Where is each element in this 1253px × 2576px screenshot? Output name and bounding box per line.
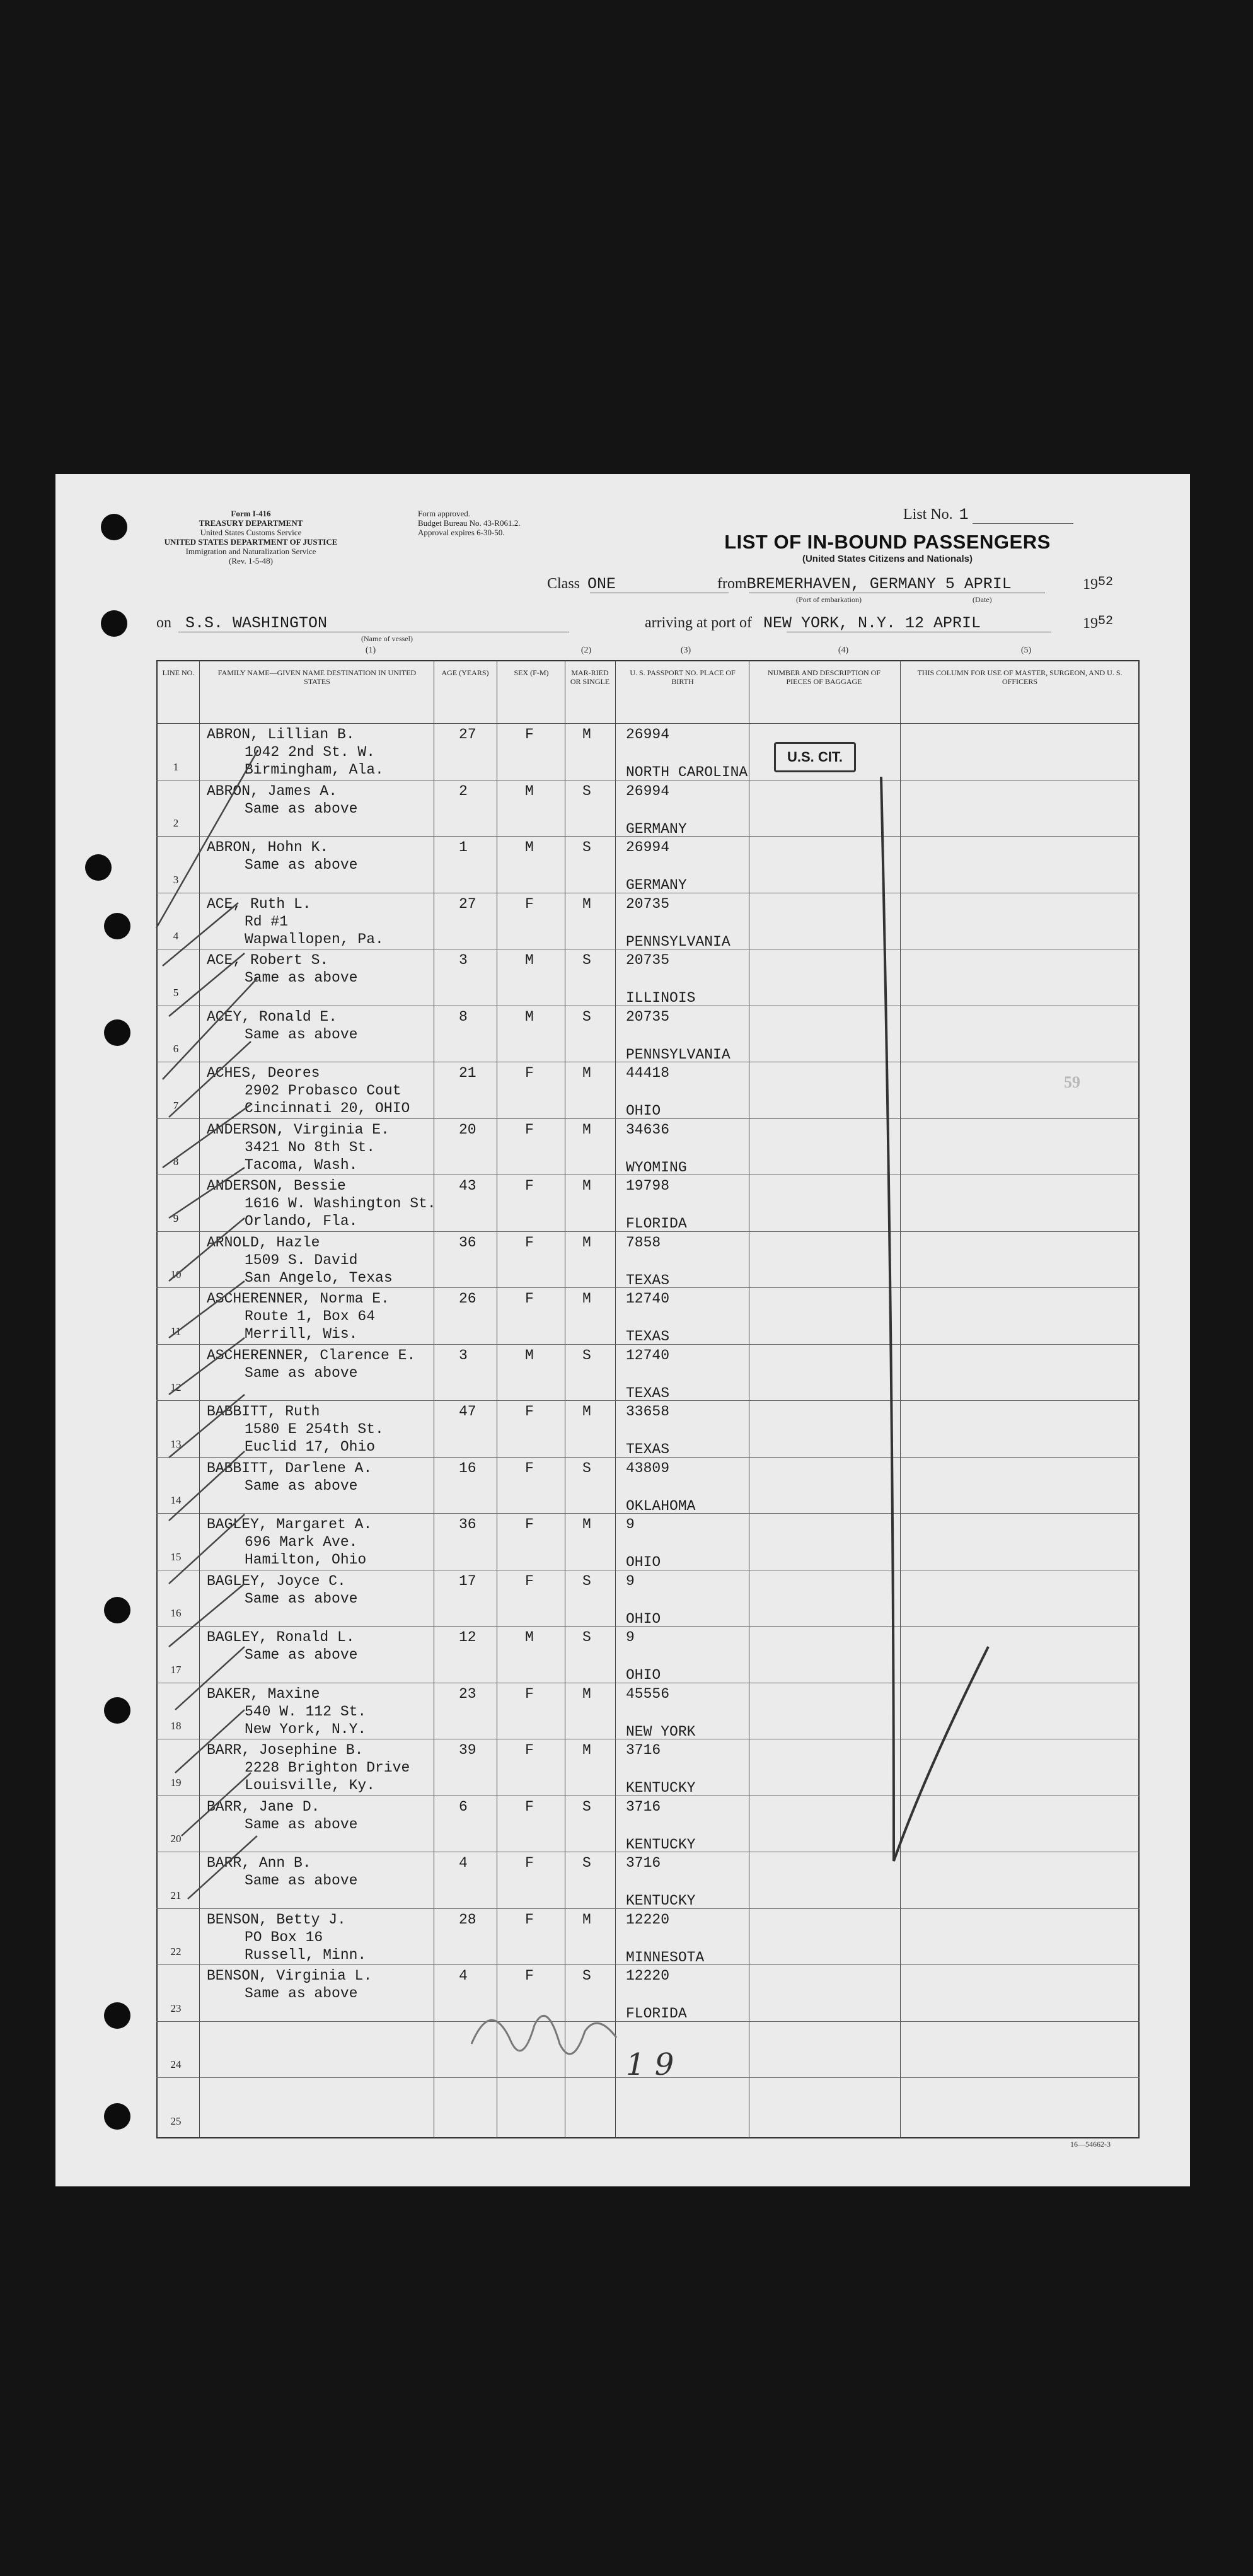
line-number: 20 (170, 1833, 182, 1845)
passenger-sex: F (525, 1459, 534, 1477)
agency-block (137, 509, 364, 566)
passenger-address: San Angelo, Texas (245, 1269, 393, 1286)
line-number: 2 (173, 817, 179, 829)
passenger-name: ACE, Robert S. (207, 952, 329, 968)
passenger-marital-status: S (582, 839, 591, 856)
passenger-address: Route 1, Box 64 (245, 1308, 376, 1325)
passport-number: 33658 (626, 1403, 670, 1420)
line-number: 22 (170, 1946, 182, 1958)
passenger-marital-status: M (582, 1065, 591, 1081)
passport-number: 3716 (626, 1855, 661, 1871)
passenger-age: 26 (459, 1291, 476, 1307)
passenger-sex: F (525, 1178, 534, 1194)
from-year-value: 52 (1098, 575, 1114, 589)
passenger-sex: F (525, 1968, 534, 1984)
line-number: 7 (173, 1099, 179, 1111)
passenger-name: BAGLEY, Joyce C. (207, 1572, 346, 1589)
vessel-name: S.S. WASHINGTON (185, 614, 328, 632)
passenger-name: BENSON, Virginia L. (207, 1968, 372, 1984)
passenger-sex: M (525, 839, 534, 856)
date-caption: (Date) (973, 595, 992, 604)
line-number: 23 (170, 2002, 182, 2014)
passenger-sex: F (525, 1685, 534, 1702)
passenger-age: 6 (459, 1798, 468, 1815)
punch-hole (101, 514, 127, 540)
passenger-address: 1580 E 254th St. (245, 1421, 384, 1437)
place-of-birth: TEXAS (626, 1272, 670, 1289)
passenger-address: 696 Mark Ave. (245, 1534, 358, 1550)
revision: (Rev. 1-5-48) (229, 556, 273, 566)
passenger-address: 1042 2nd St. W. (245, 744, 376, 760)
passenger-name: BABBITT, Darlene A. (207, 1459, 372, 1477)
approval-line: Approval expires 6-30-50. (418, 528, 505, 537)
place-of-birth: OHIO (626, 1103, 661, 1119)
passenger-name: ANDERSON, Bessie (207, 1178, 346, 1194)
passenger-sex: M (525, 952, 534, 968)
place-of-birth: NORTH CAROLINA (626, 764, 748, 780)
passenger-address: Tacoma, Wash. (245, 1156, 358, 1173)
passenger-age: 4 (459, 1968, 468, 1984)
port-caption: (Port of embarkation) (796, 595, 862, 604)
line-number: 11 (170, 1325, 182, 1337)
approval-line: Form approved. (418, 509, 471, 518)
place-of-birth: TEXAS (626, 1328, 670, 1345)
passenger-age: 47 (459, 1403, 476, 1420)
passenger-marital-status: M (582, 1291, 591, 1307)
line-number: 12 (170, 1381, 182, 1393)
place-of-birth: WYOMING (626, 1159, 687, 1176)
passenger-name: BARR, Josephine B. (207, 1742, 364, 1758)
form-number: Form I-416 (231, 509, 271, 518)
passenger-marital-status: M (582, 1742, 591, 1758)
passenger-age: 23 (459, 1685, 476, 1702)
passenger-name: BENSON, Betty J. (207, 1911, 346, 1928)
line-number: 16 (170, 1607, 182, 1619)
passport-number: 12220 (626, 1911, 670, 1928)
from-year (1083, 575, 1113, 593)
passenger-marital-status: M (582, 1685, 591, 1702)
passenger-address: Same as above (245, 800, 358, 817)
passenger-age: 17 (459, 1572, 476, 1589)
justice-dept: UNITED STATES DEPARTMENT OF JUSTICE (164, 537, 338, 547)
passenger-age: 21 (459, 1065, 476, 1081)
punch-hole (104, 2002, 130, 2029)
line-number: 19 (170, 1776, 182, 1789)
passport-number: 3716 (626, 1742, 661, 1758)
passenger-name: ABRON, James A. (207, 782, 338, 799)
passenger-age: 3 (459, 952, 468, 968)
from-value: BREMERHAVEN, GERMANY 5 APRIL (746, 575, 1012, 593)
place-of-birth: OHIO (626, 1610, 661, 1627)
from-label: from (717, 576, 747, 592)
passenger-age: 1 (459, 839, 468, 856)
passenger-sex: F (525, 1911, 534, 1928)
passenger-age: 2 (459, 782, 468, 799)
passenger-marital-status: S (582, 1629, 591, 1645)
punch-hole (85, 854, 112, 881)
passport-number: 7858 (626, 1234, 661, 1251)
passenger-age: 3 (459, 1347, 468, 1364)
passport-number: 26994 (626, 726, 670, 743)
col-header-line-no: LINE NO. (162, 668, 195, 677)
passenger-marital-status: M (582, 1516, 591, 1533)
place-of-birth: KENTUCKY (626, 1780, 696, 1796)
line-number: 10 (170, 1268, 182, 1280)
us-citizen-stamp: U.S. CIT. (774, 742, 856, 772)
passport-number: 45556 (626, 1685, 670, 1702)
passport-number: 12740 (626, 1347, 670, 1364)
passenger-sex: F (525, 1516, 534, 1533)
passenger-marital-status: S (582, 952, 591, 968)
line-number: 21 (170, 1889, 182, 1901)
passport-number: 12220 (626, 1968, 670, 1984)
approval-line: Budget Bureau No. 43-R061.2. (418, 518, 521, 528)
passenger-age: 36 (459, 1516, 476, 1533)
line-number: 24 (170, 2058, 182, 2070)
handwritten-checkmark (799, 764, 1001, 2025)
customs-service: United States Customs Service (200, 528, 302, 537)
line-number: 8 (173, 1156, 179, 1168)
passenger-sex: M (525, 1008, 534, 1025)
passenger-address: Euclid 17, Ohio (245, 1439, 376, 1455)
year-prefix: 19 (1083, 576, 1098, 593)
passenger-marital-status: M (582, 726, 591, 743)
column-number: (2) (580, 646, 592, 655)
line-number: 18 (170, 1720, 182, 1732)
passenger-address: Same as above (245, 1872, 358, 1889)
place-of-birth: TEXAS (626, 1441, 670, 1458)
passenger-marital-status: S (582, 1347, 591, 1364)
passenger-address: Same as above (245, 857, 358, 873)
place-of-birth: OHIO (626, 1667, 661, 1683)
line-number: 1 (173, 760, 179, 773)
passenger-address: Wapwallopen, Pa. (245, 931, 384, 948)
passenger-address: Same as above (245, 1590, 358, 1607)
passenger-address: Same as above (245, 970, 358, 986)
passenger-marital-status: S (582, 1459, 591, 1477)
passenger-sex: F (525, 1234, 534, 1251)
column-number: (1) (365, 646, 376, 655)
line-number: 13 (170, 1437, 182, 1450)
passenger-age: 28 (459, 1911, 476, 1928)
passenger-address: 2228 Brighton Drive (245, 1760, 410, 1776)
passenger-marital-status: S (582, 1855, 591, 1871)
passenger-marital-status: S (582, 1798, 591, 1815)
passenger-address: Louisville, Ky. (245, 1777, 376, 1794)
place-of-birth: OKLAHOMA (626, 1497, 696, 1514)
passenger-sex: F (525, 1742, 534, 1758)
passport-number: 20735 (626, 1008, 670, 1025)
passenger-address: Hamilton, Ohio (245, 1552, 367, 1568)
passenger-marital-status: S (582, 1968, 591, 1984)
line-number: 17 (170, 1663, 182, 1676)
passenger-sex: F (525, 1065, 534, 1081)
line-number: 4 (173, 930, 179, 942)
passenger-address: Russell, Minn. (245, 1946, 367, 1963)
approval-block (418, 509, 563, 537)
passenger-address: 540 W. 112 St. (245, 1703, 367, 1720)
place-of-birth: MINNESOTA (626, 1949, 705, 1966)
place-of-birth: ILLINOIS (626, 990, 696, 1006)
passenger-address: Rd #1 (245, 913, 289, 930)
passenger-address: New York, N.Y. (245, 1720, 367, 1738)
passenger-marital-status: M (582, 1121, 591, 1138)
passport-number: 20735 (626, 895, 670, 912)
column-number: (5) (1020, 646, 1032, 655)
passenger-age: 16 (459, 1459, 476, 1477)
passport-number: 9 (626, 1629, 635, 1645)
passenger-address: Birmingham, Ala. (245, 762, 384, 778)
passenger-address: Same as above (245, 1985, 358, 2002)
passenger-address: 1616 W. Washington St. (245, 1195, 436, 1212)
passenger-sex: F (525, 1291, 534, 1307)
line-number: 25 (170, 2115, 182, 2127)
form-code: 16—54662-3 (1070, 2140, 1111, 2149)
passport-number: 43809 (626, 1459, 670, 1477)
passport-number: 12740 (626, 1291, 670, 1307)
passport-number: 44418 (626, 1065, 670, 1081)
handwritten-tick-marks (150, 714, 276, 1975)
year-prefix: 19 (1083, 615, 1098, 632)
arriving-label: arriving at port of (645, 615, 752, 631)
line-number: 6 (173, 1043, 179, 1055)
passenger-marital-status: M (582, 1911, 591, 1928)
passenger-address: Same as above (245, 1364, 358, 1381)
passenger-sex: F (525, 1855, 534, 1871)
passenger-name: BARR, Ann B. (207, 1855, 311, 1871)
list-no-value: 1 (959, 506, 969, 524)
col-header-baggage: NUMBER AND DESCRIPTION OF PIECES OF BAGGAGE (767, 668, 881, 686)
passenger-address: 1509 S. David (245, 1251, 358, 1268)
passenger-age: 27 (459, 895, 476, 912)
place-of-birth: GERMANY (626, 877, 687, 893)
passenger-age: 27 (459, 726, 476, 743)
on-label: on (156, 615, 171, 631)
passenger-sex: F (525, 1798, 534, 1815)
line-number: 9 (173, 1212, 179, 1224)
passenger-name: ABRON, Hohn K. (207, 839, 329, 856)
passenger-address: Same as above (245, 1816, 358, 1833)
arrival-line (645, 614, 981, 632)
handwritten-signature (465, 1987, 629, 2082)
passenger-name: ASCHERENNER, Clarence E. (207, 1347, 416, 1364)
passenger-name: ACE, Ruth L. (207, 895, 311, 912)
punch-hole (104, 1697, 130, 1724)
passenger-address: Merrill, Wis. (245, 1326, 358, 1342)
passenger-sex: F (525, 895, 534, 912)
passenger-sex: F (525, 1403, 534, 1420)
class-label: Class (547, 576, 580, 592)
col-header-married: MAR-RIED OR SINGLE (570, 668, 610, 686)
col-header-sex: SEX (F-M) (514, 668, 549, 677)
from-line (717, 575, 1012, 593)
treasury-dept: TREASURY DEPARTMENT (199, 518, 303, 528)
place-of-birth: FLORIDA (626, 2005, 687, 2022)
class-line (547, 575, 616, 593)
passport-number: 20735 (626, 952, 670, 968)
passenger-address: Same as above (245, 1026, 358, 1043)
col-header-name: FAMILY NAME—GIVEN NAME DESTINATION IN UNITED STATES (217, 668, 417, 686)
line-number: 14 (170, 1494, 182, 1506)
passenger-sex: F (525, 1572, 534, 1589)
passenger-address: Orlando, Fla. (245, 1213, 358, 1229)
col-header-officers: THIS COLUMN FOR USE OF MASTER, SURGEON, AND U. S. OFFICERS (917, 668, 1123, 686)
punch-hole (104, 1597, 130, 1623)
manifest-page (55, 474, 1190, 2186)
passport-number: 34636 (626, 1121, 670, 1138)
passport-number: 26994 (626, 839, 670, 856)
passport-number: 9 (626, 1516, 635, 1533)
punch-hole (104, 2103, 130, 2130)
vessel-line (156, 614, 327, 632)
passenger-age: 36 (459, 1234, 476, 1251)
passenger-address: PO Box 16 (245, 1929, 323, 1946)
passport-number: 26994 (626, 782, 670, 799)
passenger-name: ABRON, Lillian B. (207, 726, 355, 743)
passenger-name: ANDERSON, Virginia E. (207, 1121, 390, 1138)
punch-hole (104, 913, 130, 939)
place-of-birth: FLORIDA (626, 1215, 687, 1232)
place-of-birth: TEXAS (626, 1384, 670, 1401)
punch-hole (104, 1019, 130, 1046)
passenger-marital-status: S (582, 782, 591, 799)
handwritten-total: 1 9 (626, 2047, 674, 2082)
column-number: (3) (680, 646, 691, 655)
list-number (903, 506, 969, 524)
col-header-passport: U. S. PASSPORT NO. PLACE OF BIRTH (630, 668, 736, 686)
passenger-address: 2902 Probasco Cout (245, 1082, 401, 1099)
place-of-birth: KENTUCKY (626, 1836, 696, 1853)
passenger-name: BARR, Jane D. (207, 1798, 320, 1815)
passenger-sex: M (525, 782, 534, 799)
place-of-birth: GERMANY (626, 820, 687, 837)
place-of-birth: KENTUCKY (626, 1893, 696, 1909)
col-header-age: AGE (YEARS) (441, 668, 489, 677)
passport-number: 9 (626, 1572, 635, 1589)
passenger-marital-status: S (582, 1572, 591, 1589)
passenger-address: 3421 No 8th St. (245, 1139, 376, 1156)
passenger-marital-status: M (582, 1234, 591, 1251)
passport-number: 3716 (626, 1798, 661, 1815)
passenger-sex: F (525, 726, 534, 743)
arrival-year-value: 52 (1098, 614, 1114, 629)
passenger-name: BAGLEY, Ronald L. (207, 1629, 355, 1645)
passenger-address: Same as above (245, 1647, 358, 1663)
passenger-age: 39 (459, 1742, 476, 1758)
list-no-label: List No. (903, 506, 953, 523)
passenger-age: 43 (459, 1178, 476, 1194)
passenger-name: BABBITT, Ruth (207, 1403, 320, 1420)
passenger-name: BAGLEY, Margaret A. (207, 1516, 372, 1533)
passenger-age: 12 (459, 1629, 476, 1645)
passenger-sex: F (525, 1121, 534, 1138)
passenger-marital-status: S (582, 1008, 591, 1025)
passenger-marital-status: M (582, 1403, 591, 1420)
punch-hole (101, 610, 127, 637)
passenger-name: BAKER, Maxine (207, 1685, 320, 1702)
place-of-birth: NEW YORK (626, 1723, 696, 1740)
page-subtitle: (United States Citizens and Nationals) (802, 554, 973, 564)
page-reference: 59 (1064, 1073, 1080, 1091)
passenger-address: Cincinnati 20, OHIO (245, 1100, 410, 1117)
passenger-name: ACEY, Ronald E. (207, 1008, 338, 1025)
passenger-address: Same as above (245, 1477, 358, 1494)
passenger-sex: M (525, 1629, 534, 1645)
arrival-year (1083, 614, 1113, 632)
passenger-sex: M (525, 1347, 534, 1364)
ins-service: Immigration and Naturalization Service (185, 547, 316, 556)
line-number: 15 (170, 1550, 182, 1563)
place-of-birth: PENNSYLVANIA (626, 1046, 730, 1063)
passenger-age: 20 (459, 1121, 476, 1138)
place-of-birth: PENNSYLVANIA (626, 933, 730, 950)
passenger-name: ACHES, Deores (207, 1065, 320, 1081)
passenger-marital-status: M (582, 895, 591, 912)
passenger-age: 8 (459, 1008, 468, 1025)
line-number: 5 (173, 986, 179, 999)
page-title: LIST OF IN-BOUND PASSENGERS (724, 531, 1051, 553)
passenger-marital-status: M (582, 1178, 591, 1194)
vessel-caption: (Name of vessel) (361, 634, 413, 643)
passenger-age: 4 (459, 1855, 468, 1871)
line-number: 3 (173, 873, 179, 886)
passenger-name: ASCHERENNER, Norma E. (207, 1291, 390, 1307)
place-of-birth: OHIO (626, 1554, 661, 1570)
arrival-value: NEW YORK, N.Y. 12 APRIL (763, 614, 981, 632)
column-number: (4) (838, 646, 849, 655)
class-value: ONE (587, 575, 616, 593)
passenger-name: ARNOLD, Hazle (207, 1234, 320, 1251)
passport-number: 19798 (626, 1178, 670, 1194)
